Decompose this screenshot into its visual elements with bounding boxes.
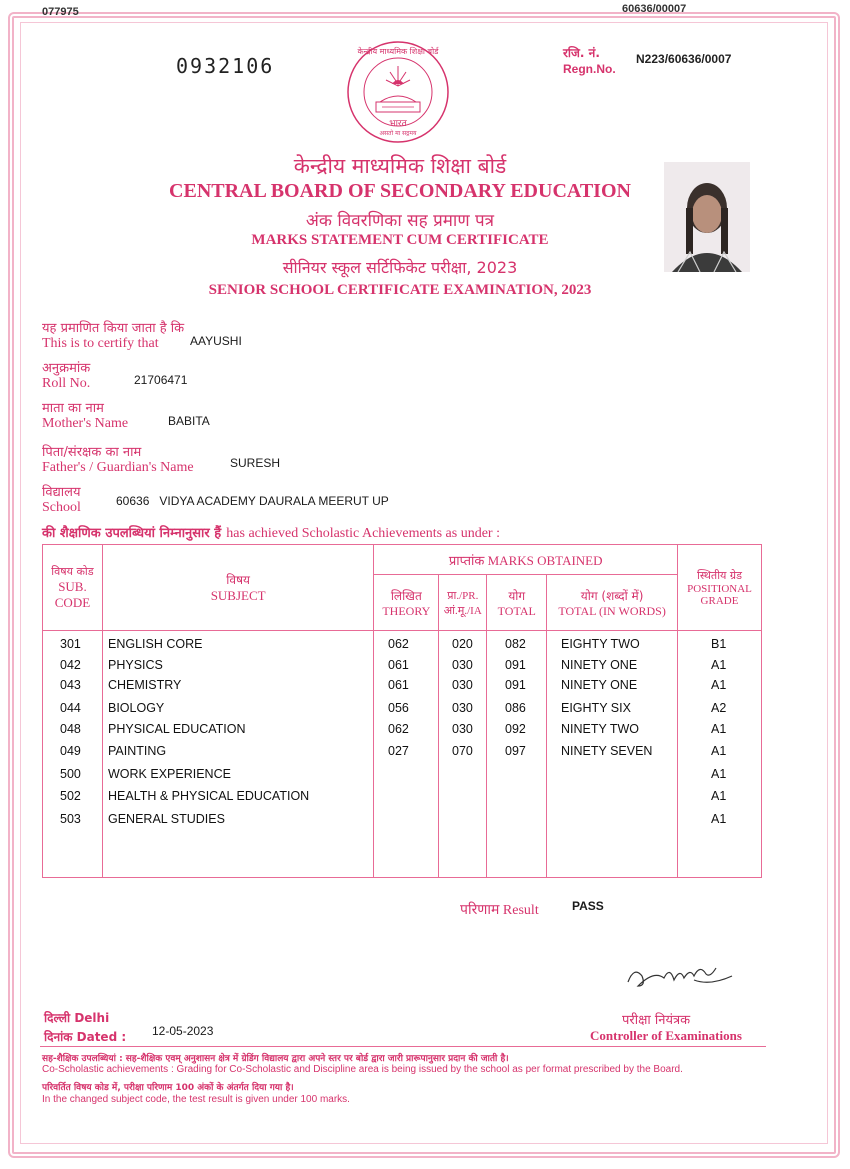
co-scholastic-note: Co-Scholastic achievements : Grading for Co-Scholastic and Discipline area is being issued by the school as per format prescribed by the Board.: [42, 1064, 683, 1075]
cbse-emblem: [346, 40, 450, 144]
total-in-words: NINETY ONE: [561, 678, 638, 692]
roll-number: 21706471: [134, 373, 188, 387]
total-marks: 091: [505, 658, 526, 672]
total-in-words: EIGHTY TWO: [561, 637, 640, 651]
header-subject-english: SUBJECT: [210, 588, 266, 603]
theory-marks: 061: [388, 678, 409, 692]
header-theory: [374, 575, 439, 631]
total-marks: 097: [505, 744, 526, 758]
practical-marks: 020: [452, 637, 473, 651]
roll-label: Roll No.: [42, 376, 91, 391]
mother-label-hindi: माता का नाम: [42, 401, 104, 416]
total-in-words: EIGHTY SIX: [561, 701, 631, 715]
sub-code: 043: [60, 678, 81, 692]
total-in-words: NINETY ONE: [561, 658, 638, 672]
subject: CHEMISTRY: [108, 678, 182, 692]
sub-code: 042: [60, 658, 81, 672]
header-total-english: TOTAL: [497, 603, 536, 618]
header-sub-code: [43, 545, 103, 631]
header-sub-code-english: SUB. CODE: [54, 579, 91, 610]
header-theory-hindi: लिखित: [390, 588, 422, 603]
header-total-hindi: योग: [508, 588, 526, 603]
certify-label: This is to certify that: [42, 336, 159, 351]
subject: PAINTING: [108, 744, 167, 758]
emblem-top-text: केन्द्रीय माध्यमिक शिक्षा बोर्ड: [357, 47, 439, 56]
controller-signature: [624, 956, 736, 998]
header-total: [487, 575, 547, 631]
subject: ENGLISH CORE: [108, 637, 203, 651]
total-marks: 092: [505, 722, 526, 736]
regn-label: Regn.No.: [563, 62, 616, 76]
dated-label: दिनांक Dated :: [44, 1030, 127, 1044]
subject: BIOLOGY: [108, 701, 165, 715]
document-title: MARKS STATEMENT CUM CERTIFICATE: [251, 232, 549, 248]
result-value: PASS: [572, 899, 604, 913]
emblem-motto: असतो मा सद्गमय: [379, 130, 417, 137]
board-name-hindi: केन्द्रीय माध्यमिक शिक्षा बोर्ड: [293, 154, 507, 178]
header-practical-english: आं.मू./IA: [443, 604, 482, 617]
controller-title-hindi: परीक्षा नियंत्रक: [622, 1013, 691, 1028]
changed-code-note-hindi: परिवर्तित विषय कोड में, परीक्षा परिणाम 100 अंकों के अंतर्गत दिया गया है।: [42, 1083, 294, 1093]
sub-code: 500: [60, 767, 81, 781]
mother-name: BABITA: [168, 414, 210, 428]
grade: B1: [711, 637, 727, 651]
theory-marks: 061: [388, 658, 409, 672]
school-label-hindi: विद्यालय: [42, 485, 81, 500]
subject: GENERAL STUDIES: [108, 812, 225, 826]
header-marks-obtained: प्राप्तांक MARKS OBTAINED: [374, 545, 678, 575]
subject: WORK EXPERIENCE: [108, 767, 231, 781]
header-total-words-english: TOTAL (IN WORDS): [558, 603, 666, 618]
father-label-hindi: पिता/संरक्षक का नाम: [42, 445, 142, 460]
top-left-code: 077975: [42, 6, 79, 18]
header-subject: [102, 545, 373, 631]
grade: A1: [711, 812, 727, 826]
practical-marks: 030: [452, 722, 473, 736]
school-name: 60636 VIDYA ACADEMY DAURALA MEERUT UP: [116, 494, 389, 508]
grade: A1: [711, 678, 727, 692]
sub-code: 502: [60, 789, 81, 803]
roll-label-hindi: अनुक्रमांक: [42, 361, 91, 376]
grade: A1: [711, 789, 727, 803]
grade: A1: [711, 658, 727, 672]
top-right-code: 60636/00007: [622, 3, 687, 15]
exam-title-hindi: सीनियर स्कूल सर्टिफिकेट परीक्षा, 2023: [282, 258, 518, 277]
emblem-bottom-text: भारत: [389, 119, 407, 129]
place-label: दिल्ली Delhi: [44, 1011, 110, 1025]
issue-date: 12-05-2023: [152, 1024, 214, 1038]
achievement-label-hindi: की शैक्षणिक उपलब्धियां निम्नानुसार हैं: [42, 526, 222, 541]
sub-code: 048: [60, 722, 81, 736]
grade: A1: [711, 722, 727, 736]
header-total-words-hindi: योग (शब्दों में): [580, 588, 644, 603]
header-practical: [439, 575, 487, 631]
sub-code: 301: [60, 637, 81, 651]
header-grade: [678, 545, 762, 631]
sub-code: 049: [60, 744, 81, 758]
board-name: CENTRAL BOARD OF SECONDARY EDUCATION: [169, 180, 631, 202]
subject: HEALTH & PHYSICAL EDUCATION: [108, 789, 310, 803]
regn-number: N223/60636/0007: [636, 52, 732, 66]
footer-divider: [40, 1046, 766, 1047]
sub-code: 503: [60, 812, 81, 826]
header-grade-hindi: स्थितीय ग्रेड: [696, 569, 743, 582]
practical-marks: 030: [452, 658, 473, 672]
header-sub-code-hindi: विषय कोड: [51, 565, 94, 578]
student-photo: [664, 162, 750, 272]
practical-marks: 070: [452, 744, 473, 758]
practical-marks: 030: [452, 701, 473, 715]
exam-title: SENIOR SCHOOL CERTIFICATE EXAMINATION, 2023: [208, 282, 592, 298]
total-marks: 082: [505, 637, 526, 651]
mother-label: Mother's Name: [42, 416, 129, 431]
practical-marks: 030: [452, 678, 473, 692]
theory-marks: 062: [388, 637, 409, 651]
header-total-words: [547, 575, 678, 631]
father-label: Father's / Guardian's Name: [42, 460, 194, 475]
header-subject-hindi: विषय: [226, 573, 250, 587]
serial-number: 0932106: [176, 54, 275, 78]
subject: PHYSICAL EDUCATION: [108, 722, 246, 736]
grade: A2: [711, 701, 727, 715]
grade: A1: [711, 767, 727, 781]
achievement-label: has achieved Scholastic Achievements as under :: [226, 526, 500, 541]
sub-code: 044: [60, 701, 81, 715]
achievement-line: [42, 522, 500, 542]
total-in-words: NINETY SEVEN: [561, 744, 653, 758]
document-title-hindi: अंक विवरणिका सह प्रमाण पत्र: [305, 211, 495, 231]
theory-marks: 027: [388, 744, 409, 758]
certify-label-hindi: यह प्रमाणित किया जाता है कि: [42, 321, 185, 336]
regn-label-hindi: रजि. नं.: [563, 46, 600, 60]
grade: A1: [711, 744, 727, 758]
total-marks: 091: [505, 678, 526, 692]
co-scholastic-note-hindi: सह-शैक्षिक उपलब्धियां : सह-शैक्षिक एवम् अनुशासन क्षेत्र में ग्रेडिंग विद्यालय द्वारा अपने स्तर पर बोर्ड द्वारा जारी प्रारूपानुसार प्रदान की जाती है।: [42, 1054, 509, 1064]
subject: PHYSICS: [108, 658, 163, 672]
controller-title: Controller of Examinations: [590, 1028, 742, 1043]
theory-marks: 062: [388, 722, 409, 736]
theory-marks: 056: [388, 701, 409, 715]
header-practical-hindi: प्रा./PR.: [447, 589, 479, 602]
changed-code-note: In the changed subject code, the test result is given under 100 marks.: [42, 1094, 350, 1105]
student-name: AAYUSHI: [190, 334, 242, 348]
total-marks: 086: [505, 701, 526, 715]
school-label: School: [42, 500, 81, 515]
header-theory-english: THEORY: [382, 603, 431, 618]
result-label: परिणाम Result: [460, 903, 539, 918]
father-name: SURESH: [230, 456, 281, 470]
header-grade-english: POSITIONAL GRADE: [687, 583, 752, 607]
total-in-words: NINETY TWO: [561, 722, 640, 736]
